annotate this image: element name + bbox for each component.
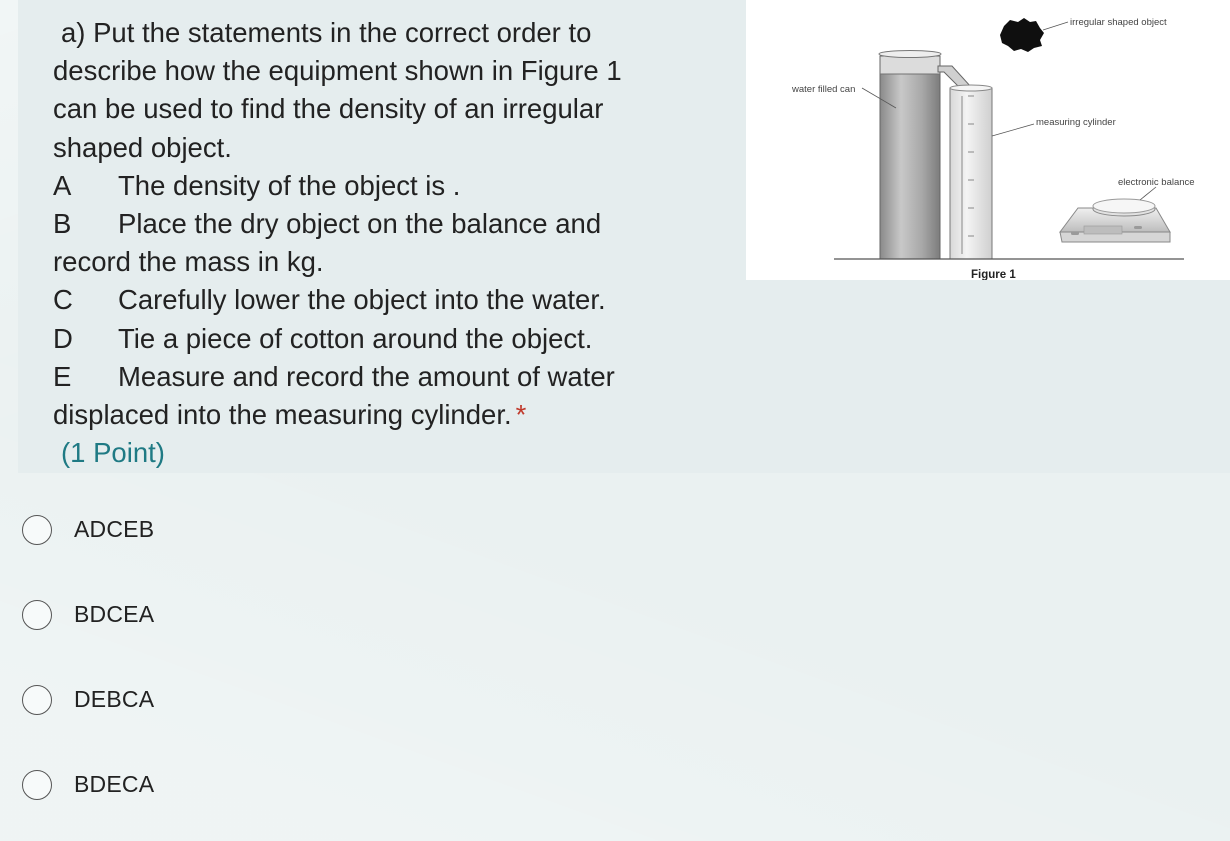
option-label: DEBCA bbox=[74, 686, 155, 712]
statement-text: displaced into the measuring cylinder. bbox=[53, 399, 512, 431]
statement-letter: E bbox=[53, 360, 72, 392]
irregular-object-shape bbox=[1000, 18, 1044, 52]
question-line: a) Put the statements in the correct order to bbox=[61, 17, 592, 48]
statement-text: Tie a piece of cotton around the object. bbox=[118, 322, 593, 354]
radio-button[interactable] bbox=[22, 600, 52, 630]
option-label: BDCEA bbox=[74, 601, 155, 627]
statement-e-continued bbox=[53, 396, 693, 434]
measuring-cylinder-shape bbox=[950, 85, 992, 259]
question-line: can be used to find the density of an irregular bbox=[53, 93, 604, 125]
statement-text: The density of the object is . bbox=[118, 169, 461, 201]
statement-text: Measure and record the amount of water bbox=[118, 360, 615, 392]
option-adceb[interactable] bbox=[22, 487, 154, 572]
statement-c bbox=[53, 281, 693, 319]
option-bdcea[interactable] bbox=[22, 572, 154, 657]
radio-button[interactable] bbox=[22, 515, 52, 545]
required-mark: * bbox=[515, 399, 527, 431]
radio-button[interactable] bbox=[22, 685, 52, 715]
option-label: ADCEB bbox=[74, 516, 155, 542]
label-measuring-cylinder: measuring cylinder bbox=[1036, 117, 1116, 128]
question-line: shaped object. bbox=[53, 131, 232, 163]
electronic-balance-shape bbox=[1060, 199, 1170, 242]
figure-1-image bbox=[746, 0, 1230, 280]
statement-letter: B bbox=[53, 208, 72, 240]
statement-e bbox=[53, 358, 693, 396]
label-water-can: water filled can bbox=[792, 84, 856, 95]
question-text bbox=[53, 14, 693, 472]
statement-a bbox=[53, 167, 693, 205]
option-debca[interactable] bbox=[22, 657, 154, 742]
statement-letter: A bbox=[53, 169, 72, 201]
label-electronic-balance: electronic balance bbox=[1118, 177, 1195, 188]
statement-text: Carefully lower the object into the water. bbox=[118, 284, 606, 316]
statement-letter: D bbox=[53, 322, 73, 354]
option-label: BDECA bbox=[74, 771, 155, 797]
answer-options bbox=[22, 487, 154, 827]
question-line: describe how the equipment shown in Figure 1 bbox=[53, 55, 622, 87]
figure-caption: Figure 1 bbox=[971, 269, 1016, 280]
statement-b-continued: record the mass in kg. bbox=[53, 246, 324, 278]
statement-letter: C bbox=[53, 284, 73, 316]
points-label: (1 Point) bbox=[61, 437, 165, 469]
statement-text: Place the dry object on the balance and bbox=[118, 208, 602, 240]
option-bdeca[interactable] bbox=[22, 742, 154, 827]
radio-button[interactable] bbox=[22, 770, 52, 800]
statement-d bbox=[53, 320, 693, 358]
label-irregular-object: irregular shaped object bbox=[1070, 17, 1167, 28]
statement-b bbox=[53, 205, 693, 243]
